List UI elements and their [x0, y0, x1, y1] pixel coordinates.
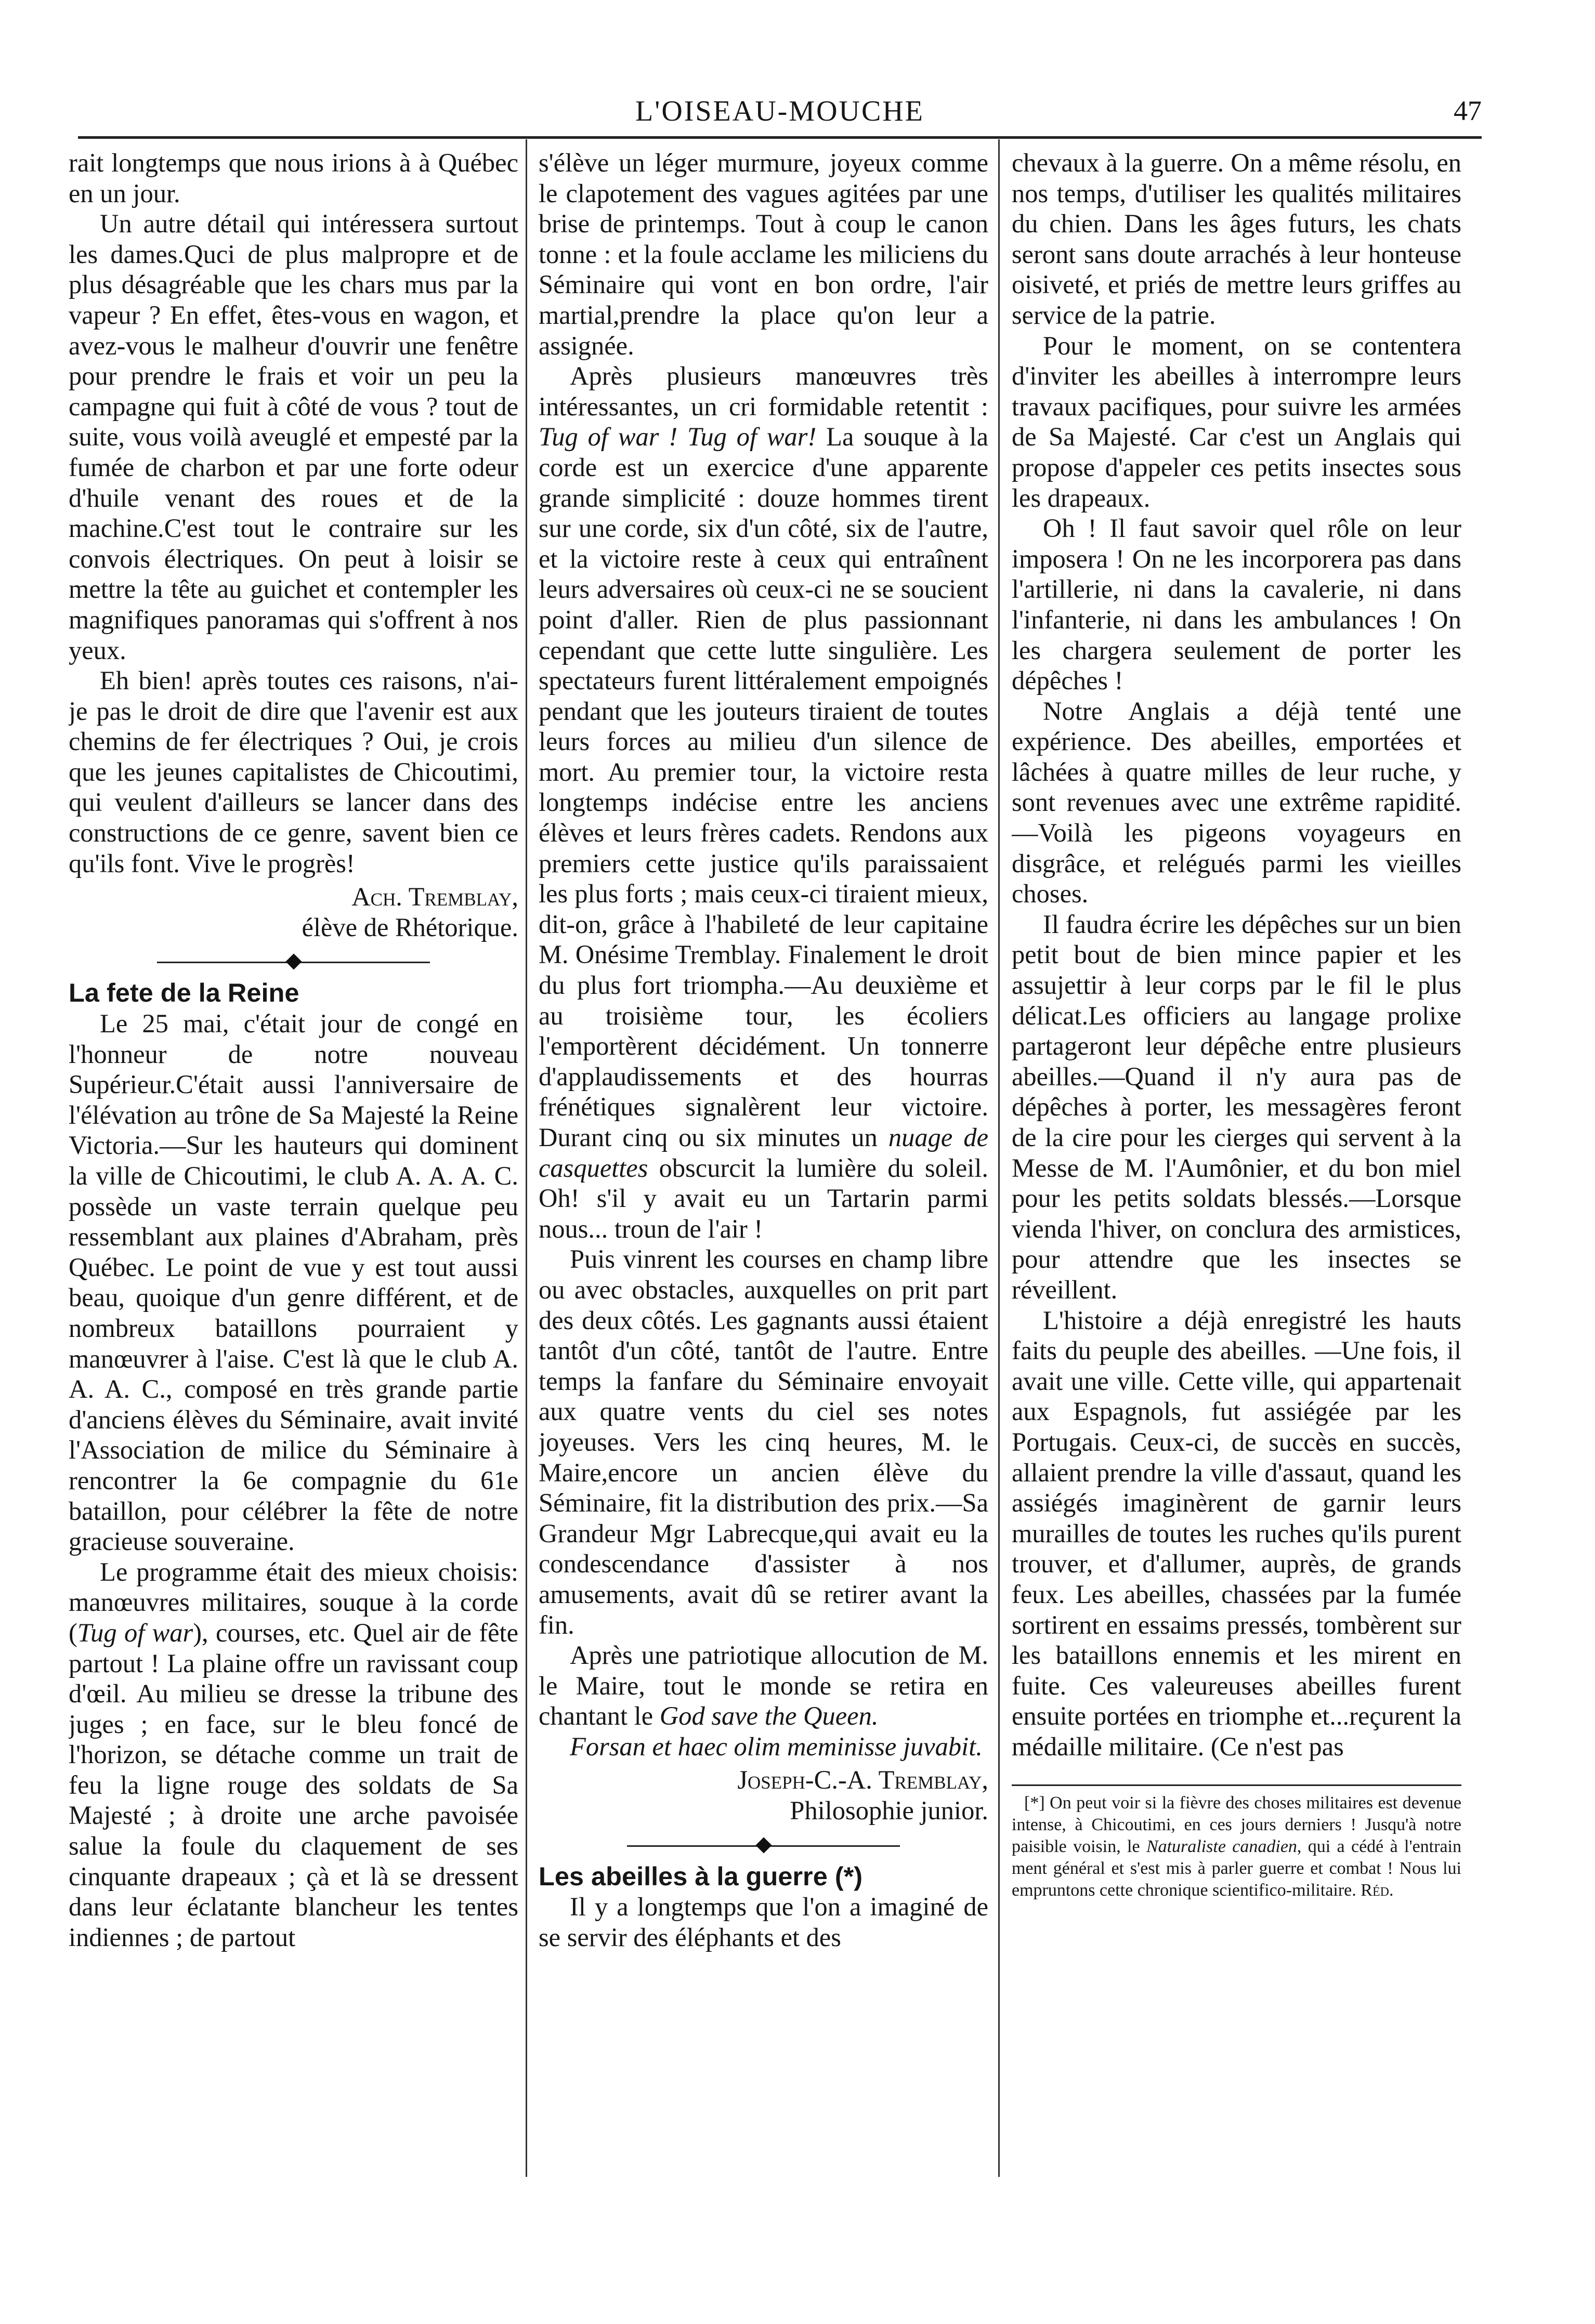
author-signature-2: Joseph-C.-A. Tremblay, [737, 1765, 988, 1795]
col1-paragraph-4: Le 25 mai, c'était jour de congé en l'honneur de notre nouveau Supérieur.C'était aussi l'anniversaire de l'élévation au trône de Sa Majesté la Reine Victoria.—Sur les hauteurs qui dominent la ville de Chicoutimi, le club A. A. A. C. possède un vaste terrain quelque peu ressemblant aux plaines d'Abraham, près Québec. Le point de vue y est tout aussi beau, quoique d'un genre différent, et de nombreux bataillons pourraient y manœuvrer à l'aise. C'est là que le club A. A. A. C., composé en très grande partie d'anciens élèves du Séminaire, avait invité l'Association de milice du Séminaire à rencontrer la 6e compagnie du 61e bataillon, pour célébrer la fête de notre gracieuse souveraine. [69, 1009, 518, 1556]
article-separator-2 [539, 1835, 988, 1856]
col1-p5-text-a: Le programme était des mieux choisis: manœuvres militaires, souque à la corde ( [69, 1557, 518, 1647]
col3-paragraph-2: Pour le moment, on se contentera d'inviter les abeilles à interrompre leurs travaux pacifiques, pour suivre les armées de Sa Majesté. Car c'est un Anglais qui propose d'appeler ces petits insectes sous les drapeaux. [1012, 331, 1461, 513]
article-separator-1 [69, 952, 518, 973]
footnote-naturaliste: Naturaliste canadien [1146, 1837, 1297, 1857]
column-divider-2 [998, 139, 1000, 2177]
col2-p2-nuage: nuage de casquettes [539, 1123, 988, 1183]
col2-paragraph-1: s'élève un léger murmure, joyeux comme le clapotement des vagues agitées par une brise de printemps. Tout à coup le canon tonne : et la foule acclame les miliciens du Séminaire qui vont en bon ordre, l'air martial,prendre la place qu'on leur a assignée. [539, 148, 988, 360]
col1-paragraph-5 [69, 1557, 518, 1953]
col3-paragraph-4: Notre Anglais a déjà tenté une expérience. Des abeilles, emportées et lâchées à quatre milles de leur ruche, y sont revenues avec une extrême rapidité.—Voilà les pigeons voyageurs en disgrâce, et relégués parmi les vieilles choses. [1012, 696, 1461, 909]
running-head [78, 95, 1482, 136]
article-headline-abeilles: Les abeilles à la guerre (*) [539, 1861, 863, 1891]
header-rule [78, 136, 1482, 139]
footnote [1012, 1792, 1461, 1901]
author-signature-1: Ach. Tremblay, [351, 882, 518, 912]
footnote-text-b: , qui a cédé à l'entrain ment général et s'est mis à parler guerre et combat ! Nous lui empruntons cette chronique scientifico-militaire. [1012, 1837, 1461, 1900]
col1-p5-text-b: ), courses, etc. Quel air de fête partout ! La plaine offre un ravissant coup d'œil. Au milieu se dresse la tribune des juges ; en face, sur le bleu foncé de l'horizon, se détache comme un trait de feu la ligne rouge des soldats de Sa Majesté ; à droite une arche pavoisée salue la foule du claquement de ses cinquante drapeaux ; çà et là se dressent dans leur éclatante blancheur les tentes indiennes ; de partout [69, 1618, 518, 1952]
footnote-redaction: Réd. [1361, 1881, 1394, 1900]
col2-paragraph-4 [539, 1640, 988, 1731]
col2-p2-text-b: La souque à la corde est un exercice d'une apparente grande simplicité : douze hommes tirent sur une corde, six d'un côté, six de l'autre, et la victoire reste à ceux qui entraînent leurs adversaires où ceux-ci ne se soucient point d'aller. Rien de plus passionnant cependant que cette lutte singulière. Les spectateurs furent littéralement empoignés pendant que les jouteurs tiraient de toutes leurs forces au milieu d'un silence de mort. Au premier tour, la victoire resta longtemps indécise entre les anciens élèves et leurs frères cadets. Rendons aux premiers cette justice qu'ils paraissaient les plus forts ; mais ceux-ci tiraient mieux, dit-on, grâce à l'habileté de leur capitaine M. Onésime Tremblay. Finalement le droit du plus fort triompha.—Au deuxième et au troisième tour, les écoliers l'emportèrent décidément. Un tonnerre d'applaudissements et des hourras frénétiques signalèrent leur victoire. Durant cinq ou six minutes un [539, 422, 988, 1152]
column-divider-1 [526, 139, 527, 2177]
col2-paragraph-2 [539, 361, 988, 1244]
col2-paragraph-3: Puis vinrent les courses en champ libre ou avec obstacles, auxquelles on prit part des deux côtés. Les gagnants aussi étaient tantôt d'un côté, tantôt de l'autre. Entre temps la fanfare du Séminaire envoyait aux quatre vents du ciel ses notes joyeuses. Vers les cinq heures, M. le Maire,encore un ancien élève du Séminaire, fit la distribution des prix.—Sa Grandeur Mgr Labrecque,qui avait eu la condescendance d'assister à nos amusements, avait dû se retirer avant la fin. [539, 1244, 988, 1639]
col3-paragraph-3: Oh ! Il faut savoir quel rôle on leur imposera ! On ne les incorporera pas dans l'artillerie, ni dans la cavalerie, ni dans l'infanterie, ni dans les ambulances ! On les chargera seulement de porter les dépêches ! [1012, 514, 1461, 695]
col2-p2-text-a: Après plusieurs manœuvres très intéressantes, un cri formidable retentit : [539, 361, 988, 421]
col2-paragraph-5: Il y a longtemps que l'on a imaginé de se servir des éléphants et des [539, 1892, 988, 1952]
col2-p4-god-save: God save the Queen. [659, 1701, 879, 1731]
author-title-2: Philosophie junior. [790, 1796, 988, 1826]
page-header-title: L'OISEAU-MOUCHE [635, 95, 924, 127]
article-headline-fete-reine: La fete de la Reine [69, 978, 299, 1008]
column-3 [1012, 148, 1461, 1901]
col2-p4-text-a: Après une patriotique allocution de M. le Maire, tout le monde se retira en chantant le [539, 1640, 988, 1731]
col1-paragraph-3: Eh bien! après toutes ces raisons, n'ai-je pas le droit de dire que l'avenir est aux chemins de fer électriques ? Oui, je crois que les jeunes capitalistes de Chicoutimi, qui veulent d'ailleurs se lancer dans des constructions de ce genre, savent bien ce qu'ils font. Vive le progrès! [69, 666, 518, 878]
separator-diamond-ornament [755, 1837, 772, 1853]
footnote-text-a: [*] On peut voir si la fièvre des choses militaires est devenue intense, à Chicoutimi, en ces jours derniers ! Jusqu'à notre paisible voisin, le [1012, 1793, 1461, 1857]
col2-p2-tug-of-war: Tug of war ! Tug of war! [539, 422, 817, 452]
col3-paragraph-5: Il faudra écrire les dépêches sur un bien petit bout de bien mince papier et les assujettir à leur corps par le fil le plus délicat.Les officiers au langage prolixe partageront leur dépêche entre plusieurs abeilles.—Quand il n'y aura pas de dépêches à porter, les messagères feront de la cire pour les cierges qui servent à la Messe de M. l'Aumônier, et du bon miel pour les petits soldats blessés.—Lorsque vienda l'hiver, on conclura des armistices, pour attendre que les insectes se réveillent. [1012, 909, 1461, 1304]
column-2 [539, 148, 988, 1952]
footnote-rule [1012, 1784, 1461, 1786]
page-number: 47 [1454, 95, 1482, 126]
col3-paragraph-1: chevaux à la guerre. On a même résolu, en nos temps, d'utiliser les qualités militaires du chien. Dans les âges futurs, les chats seront sans doute arrachés à leur honteuse oisiveté, et priés de mettre leurs griffes au service de la patrie. [1012, 148, 1461, 330]
col1-p5-tug-of-war: Tug of war [77, 1618, 193, 1647]
col2-p2-text-c: obscurcit la lumière du soleil. Oh! s'il y avait eu un Tartarin parmi nous... troun de l'air ! [539, 1153, 988, 1243]
author-title-1: élève de Rhétorique. [302, 912, 518, 942]
latin-motto: Forsan et haec olim meminisse juvabit. [570, 1731, 983, 1761]
separator-diamond-ornament [285, 954, 302, 970]
col1-paragraph-1: rait longtemps que nous irions à à Québec en un jour. [69, 148, 518, 208]
col3-paragraph-6: L'histoire a déjà enregistré les hauts faits du peuple des abeilles. —Une fois, il avait une ville. Cette ville, qui appartenait aux Espagnols, fut assiégée par les Portugais. Ceux-ci, de succès en succès, allaient prendre la ville d'assaut, quand les assiégés imaginèrent de garnir leurs murailles de toutes les ruches qu'ils purent trouver, et d'allumer, auprès, de grands feux. Les abeilles, chassées par la fumée sortirent en essaims pressés, tombèrent sur les bataillons ennemis et les mirent en fuite. Ces valeureuses abeilles furent ensuite portées en triomphe et...reçurent la médaille militaire. (Ce n'est pas [1012, 1305, 1461, 1761]
column-1 [69, 148, 518, 1952]
col1-paragraph-2: Un autre détail qui intéressera surtout les dames.Quci de plus malpropre et de plus désagréable que les chars mus par la vapeur ? En effet, êtes-vous en wagon, et avez-vous le malheur d'ouvrir une fenêtre pour prendre le frais et voir un peu la campagne qui fuit à côté de vous ? tout de suite, vous voilà aveuglé et empesté par la fumée de charbon et par une forte odeur d'huile venant des roues et de la machine.C'est tout le contraire sur les convois électriques. On peut à loisir se mettre la tête au guichet et contempler les magnifiques panoramas qui s'offrent à nos yeux. [69, 209, 518, 665]
